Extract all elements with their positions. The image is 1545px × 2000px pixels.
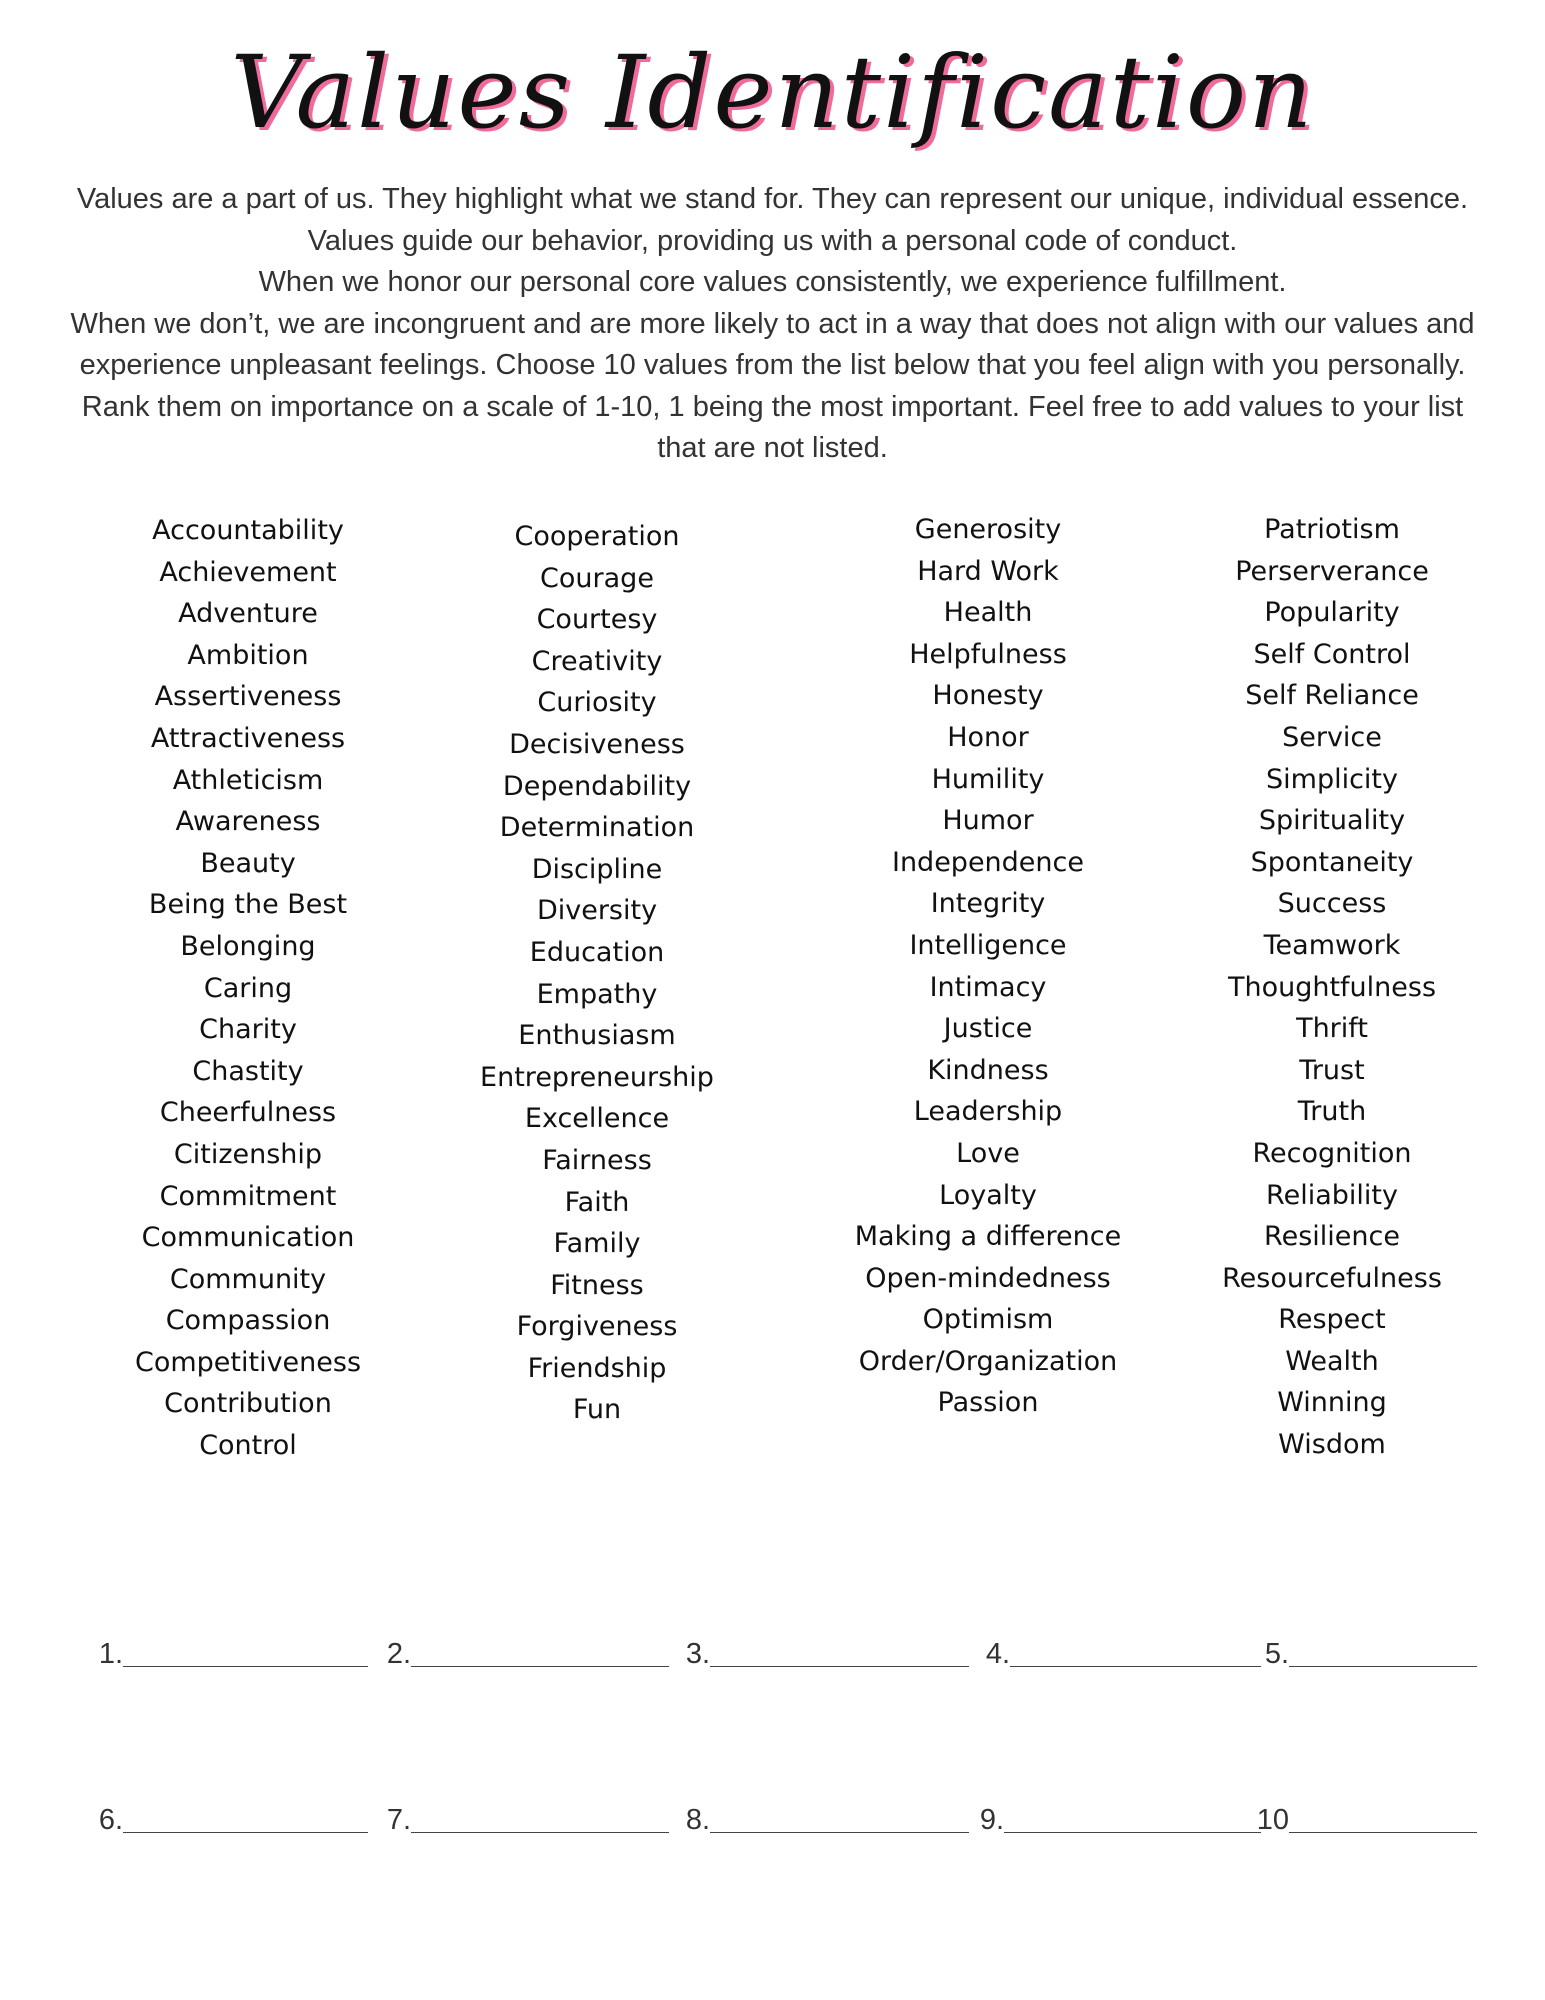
value-item: Beauty xyxy=(200,847,296,879)
value-item: Chastity xyxy=(192,1055,304,1087)
intro-line: experience unpleasant feelings. Choose 10 values from the list below that you feel align with you personally. xyxy=(79,349,1466,381)
value-item: Love xyxy=(956,1137,1020,1169)
value-item: Commitment xyxy=(159,1180,337,1212)
value-item: Fairness xyxy=(542,1144,652,1176)
rank-slot-1[interactable] xyxy=(98,1634,368,1674)
value-item: Diversity xyxy=(536,895,658,927)
value-item: Winning xyxy=(1277,1387,1387,1419)
value-item: Resourcefulness xyxy=(1222,1262,1442,1294)
value-item: Honor xyxy=(947,721,1029,753)
intro-paragraph xyxy=(20,179,1525,470)
intro-line: Values guide our behavior, providing us with a personal code of conduct. xyxy=(307,224,1238,257)
value-item: Control xyxy=(199,1430,297,1462)
value-item: Citizenship xyxy=(173,1138,323,1170)
value-item: Intimacy xyxy=(929,971,1047,1003)
value-item: Decisiveness xyxy=(509,728,685,760)
value-item: Cheerfulness xyxy=(159,1097,337,1129)
rank-number: 5. xyxy=(1264,1638,1289,1670)
rank-blank-line[interactable] xyxy=(710,1832,969,1833)
value-item: Ambition xyxy=(187,639,309,671)
rank-slot-2[interactable] xyxy=(386,1634,669,1674)
value-item: Integrity xyxy=(930,888,1046,920)
value-item: Hard Work xyxy=(917,555,1059,587)
intro-line: Rank them on importance on a scale of 1-10, 1 being the most important. Feel free to add values to your list xyxy=(81,390,1464,423)
value-item: Loyalty xyxy=(939,1179,1037,1211)
value-item: Success xyxy=(1277,888,1387,920)
value-item: Thrift xyxy=(1296,1013,1368,1045)
value-item: Wealth xyxy=(1285,1345,1379,1377)
rank-number: 8. xyxy=(685,1804,710,1836)
value-item: Service xyxy=(1282,721,1382,753)
value-item: Empathy xyxy=(536,978,658,1010)
value-item: Teamwork xyxy=(1263,929,1401,961)
value-item: Competitiveness xyxy=(134,1346,362,1378)
intro-line: that are not listed. xyxy=(657,432,888,464)
value-item: Assertiveness xyxy=(154,681,342,713)
value-item: Excellence xyxy=(524,1103,670,1135)
intro-line: When we honor our personal core values consistently, we experience fulfillment. xyxy=(258,266,1287,298)
value-item: Intelligence xyxy=(909,929,1067,961)
value-item: Open-mindedness xyxy=(865,1262,1111,1294)
value-item: Courtesy xyxy=(536,604,658,636)
value-item: Perserverance xyxy=(1235,555,1429,587)
rank-number: 1. xyxy=(98,1638,123,1670)
value-item: Athleticism xyxy=(172,764,324,796)
value-item: Making a difference xyxy=(854,1221,1122,1253)
rank-blank-line[interactable] xyxy=(123,1666,368,1667)
value-item: Courage xyxy=(540,562,654,594)
intro-line: Values are a part of us. They highlight what we stand for. They can represent our unique, individual essence. xyxy=(76,183,1469,215)
value-item: Kindness xyxy=(927,1054,1049,1086)
rank-number: 4. xyxy=(985,1638,1010,1670)
value-item: Achievement xyxy=(159,556,337,588)
value-item: Compassion xyxy=(165,1305,331,1337)
value-item: Justice xyxy=(943,1013,1033,1045)
value-item: Fitness xyxy=(550,1269,644,1301)
values-column-3 xyxy=(818,509,1158,1424)
value-item: Curiosity xyxy=(537,687,657,719)
value-item: Charity xyxy=(199,1014,297,1046)
value-item: Health xyxy=(943,597,1033,629)
value-item: Creativity xyxy=(531,645,663,677)
rank-number: 10 xyxy=(1256,1804,1289,1836)
value-item: Optimism xyxy=(922,1304,1054,1336)
rank-number: 2. xyxy=(386,1638,411,1670)
value-item: Reliability xyxy=(1266,1179,1398,1211)
value-item: Helpfulness xyxy=(909,638,1067,670)
rank-slot-3[interactable] xyxy=(685,1634,969,1674)
value-item: Education xyxy=(529,936,665,968)
value-item: Dependability xyxy=(502,770,692,802)
value-item: Thoughtfulness xyxy=(1227,971,1437,1003)
value-item: Accountability xyxy=(152,515,344,546)
rank-slot-4[interactable] xyxy=(985,1634,1261,1674)
value-item: Spontaneity xyxy=(1250,846,1414,878)
value-item: Leadership xyxy=(913,1096,1063,1128)
rank-slot-7[interactable] xyxy=(386,1800,669,1840)
ranking-row-1 xyxy=(96,1634,1496,1674)
rank-slot-10[interactable] xyxy=(1256,1800,1477,1840)
value-item: Patriotism xyxy=(1264,514,1400,545)
value-item: Order/Organization xyxy=(858,1345,1118,1377)
value-item: Fun xyxy=(572,1394,622,1426)
rank-number: 3. xyxy=(685,1638,710,1670)
value-item: Adventure xyxy=(178,598,318,630)
value-item: Attractiveness xyxy=(150,722,346,754)
value-item: Resilience xyxy=(1264,1221,1400,1253)
value-item: Forgiveness xyxy=(516,1311,678,1343)
rank-blank-line[interactable] xyxy=(1010,1666,1261,1667)
rank-number: 7. xyxy=(386,1804,411,1836)
value-item: Belonging xyxy=(180,930,316,962)
value-item: Respect xyxy=(1278,1304,1386,1336)
value-item: Wisdom xyxy=(1278,1429,1386,1461)
value-item: Being the Best xyxy=(148,889,348,921)
rank-blank-line[interactable] xyxy=(411,1832,669,1833)
rank-blank-line[interactable] xyxy=(710,1666,969,1667)
value-item: Self Control xyxy=(1253,638,1411,670)
value-item: Enthusiasm xyxy=(518,1020,676,1052)
rank-slot-9[interactable] xyxy=(979,1800,1261,1840)
value-item: Self Reliance xyxy=(1245,680,1419,712)
value-item: Trust xyxy=(1299,1054,1365,1086)
value-item: Contribution xyxy=(164,1388,332,1420)
value-item: Discipline xyxy=(531,853,663,885)
value-item: Awareness xyxy=(175,806,321,838)
value-item: Truth xyxy=(1297,1096,1367,1128)
value-item: Entrepreneurship xyxy=(480,1061,714,1093)
value-item: Determination xyxy=(499,812,695,844)
rank-slot-8[interactable] xyxy=(685,1800,969,1840)
value-item: Community xyxy=(169,1263,327,1295)
page-title: Values Identification xyxy=(230,34,1315,151)
value-item: Spirituality xyxy=(1258,805,1406,837)
value-item: Humility xyxy=(931,763,1045,795)
value-item: Caring xyxy=(203,972,293,1004)
values-column-2 xyxy=(427,516,767,1431)
value-item: Popularity xyxy=(1264,597,1400,629)
values-column-1 xyxy=(78,510,418,1467)
rank-slot-6[interactable] xyxy=(98,1800,368,1840)
rank-blank-line[interactable] xyxy=(411,1666,669,1667)
value-item: Simplicity xyxy=(1266,763,1398,795)
value-item: Family xyxy=(553,1228,641,1260)
value-item: Passion xyxy=(937,1387,1039,1419)
rank-blank-line[interactable] xyxy=(1289,1832,1477,1833)
rank-blank-line[interactable] xyxy=(123,1832,368,1833)
value-item: Faith xyxy=(564,1186,630,1218)
value-item: Honesty xyxy=(932,680,1044,712)
value-item: Cooperation xyxy=(514,521,680,552)
rank-number: 6. xyxy=(98,1804,123,1836)
intro-line: When we don’t, we are incongruent and are more likely to act in a way that does not align with our values and xyxy=(70,307,1475,340)
value-item: Recognition xyxy=(1252,1137,1412,1169)
rank-slot-5[interactable] xyxy=(1264,1634,1477,1674)
value-item: Humor xyxy=(942,805,1034,837)
value-item: Communication xyxy=(141,1222,355,1254)
value-item: Independence xyxy=(891,846,1084,878)
rank-blank-line[interactable] xyxy=(1289,1666,1477,1667)
value-item: Generosity xyxy=(914,514,1062,545)
value-item: Friendship xyxy=(527,1352,667,1384)
values-column-4 xyxy=(1162,509,1502,1466)
rank-blank-line[interactable] xyxy=(1004,1832,1261,1833)
rank-number: 9. xyxy=(979,1804,1004,1836)
ranking-row-2 xyxy=(96,1800,1496,1840)
